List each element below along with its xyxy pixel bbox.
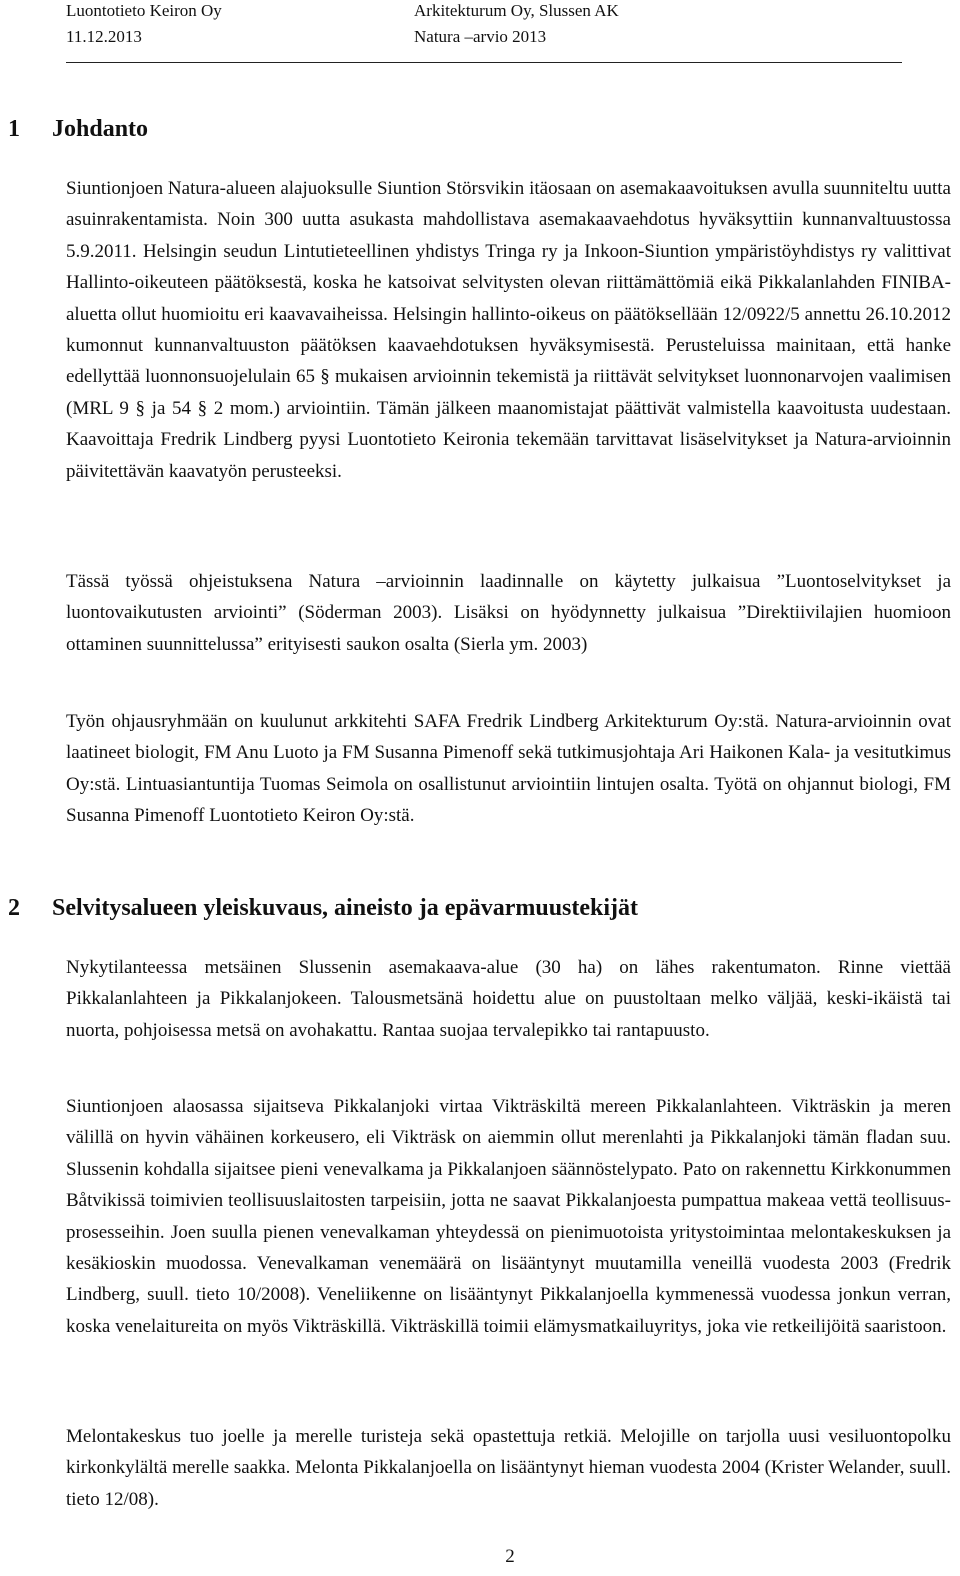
header-client: Arkitekturum Oy, Slussen AK xyxy=(414,1,619,20)
page-number: 2 xyxy=(505,1546,515,1567)
body-paragraph: Työn ohjausryhmään on kuulunut arkkitehti SAFA Fredrik Lindberg Arkitekturum Oy:stä. Natura-arvioinnin ovat laatineet biologit, FM Anu Luoto ja FM Susanna Pimenoff sekä tutkimusjohtaja Ari Haikonen Kala- ja vesitutkimus Oy:stä. Lintuasiantuntija Tuomas Seimola on osallistunut arviointiin lintujen osalta. Työtä on ohjannut biologi, FM Susanna Pimenoff Luontotieto Keiron Oy:stä. xyxy=(66,711,951,827)
header-company: Luontotieto Keiron Oy xyxy=(66,1,222,20)
body-paragraph: Melontakeskus tuo joelle ja merelle turisteja sekä opastettuja retkiä. Melojille on tarjolla uusi vesiluontopolku kirkonkylältä merelle saakka. Melonta Pikkalanjoella on lisääntynyt hieman vuodesta 2004 (Krister Welander, suull. tieto 12/08). xyxy=(66,1426,951,1510)
body-paragraph: Tässä työssä ohjeistuksena Natura –arvioinnin laadinnalle on käytetty julkaisua ”Luontoselvitykset ja luontovaikutusten arviointi” (Söderman 2003). Lisäksi on hyödynnetty julkaisua ”Direktiivilajien huomioon ottaminen suunnittelussa” erityisesti saukon osalta (Sierla ym. 2003) xyxy=(66,571,951,655)
section-heading-2 xyxy=(8,893,638,923)
body-paragraph: Nykytilanteessa metsäinen Slussenin asemakaava-alue (30 ha) on lähes rakentumaton. Rinne viettää Pikkalanlahteen ja Pikkalanjokeen. Talousmetsänä hoidettu alue on puustoltaan melko väljää, keski-ikäistä tai nuorta, pohjoisessa metsä on avohakattu. Rantaa suojaa tervalepikko tai rantapuusto. xyxy=(66,957,951,1041)
page-header xyxy=(66,0,902,63)
body-paragraph: Siuntionjoen alaosassa sijaitseva Pikkalanjoki virtaa Vikträskiltä mereen Pikkalanlahteen. Vikträskin ja meren välillä on hyvin vähäinen korkeusero, eli Vikträsk on aiemmin ollut merenlahti ja Pikkalanjoki tämän fladan suu. Slussenin kohdalla sijaitsee pieni venevalkama ja Pikkalanjoen säännöstelypato. Pato on rakennettu Kirkkonummen Båtvikissä toimivien teollisuuslaitosten tarpeisiin, jotta ne saavat Pikkalanjoesta pumpattua makeaa vettä teollisuusprosesseihin. Joen suulla pienen venevalkaman yhteydessä on pienimuotoista yritystoimintaa melontakeskuksen ja kesäkioskin muodossa. Venevalkaman venemäärä on lisääntynyt muutamilla veneillä vuodesta 2003 (Fredrik Lindberg, suull. tieto 10/2008). Veneliikenne on lisääntynyt Pikkalanjoella kymmenessä vuodessa jonkun verran, koska venelaitureita on myös Vikträskillä. Vikträskillä toimii elämysmatkailuyritys, joka vie retkeilijöitä saaristoon. xyxy=(66,1096,951,1337)
body-paragraph: Siuntionjoen Natura-alueen alajuoksulle Siuntion Störsvikin itäosaan on asemakaavoituksen avulla suunniteltu uutta asuinrakentamista. Noin 300 uutta asukasta mahdollistava asemakaavaehdotus hyväksyttiin kunnanvaltuustossa 5.9.2011. Helsingin seudun Lintutieteellinen yhdistys Tringa ry ja Inkoon-Siuntion ympäristöyhdistys ry valittivat Hallinto-oikeuteen päätöksestä, koska he katsoivat selvitysten olevan riittämättömiä eikä Pikkalanlahden FINIBA-aluetta ollut huomioitu eri kaavavaiheissa. Helsingin hallinto-oikeus on päätöksellään 12/0922/5 annettu 26.10.2012 kumonnut kunnanvaltuuston päätöksen kaavaehdotuksen hyväksymisestä. Perusteluissa mainitaan, että hanke edellyttää luonnonsuojelulain 65 § mukaisen arvioinnin tekemistä ja riittävät selvitykset luonnonarvojen vaalimisen (MRL 9 § ja 54 § 2 mom.) arviointiin. Tämän jälkeen maanomistajat päättivät valmistella kaavoitusta uudestaan. Kaavoittaja Fredrik Lindberg pyysi Luontotieto Keironia tekemään tarvittavat lisäselvitykset ja Natura-arvioinnin päivitettävän kaavatyön perusteeksi. xyxy=(66,178,951,482)
section-heading-1 xyxy=(8,114,148,144)
section-title: Selvitysalueen yleiskuvaus, aineisto ja epävarmuustekijät xyxy=(52,895,639,921)
section-title: Johdanto xyxy=(52,116,149,142)
section-number: 1 xyxy=(8,116,20,142)
header-date: 11.12.2013 xyxy=(66,27,142,46)
header-document-title: Natura –arvio 2013 xyxy=(414,27,547,46)
section-number: 2 xyxy=(8,895,20,921)
